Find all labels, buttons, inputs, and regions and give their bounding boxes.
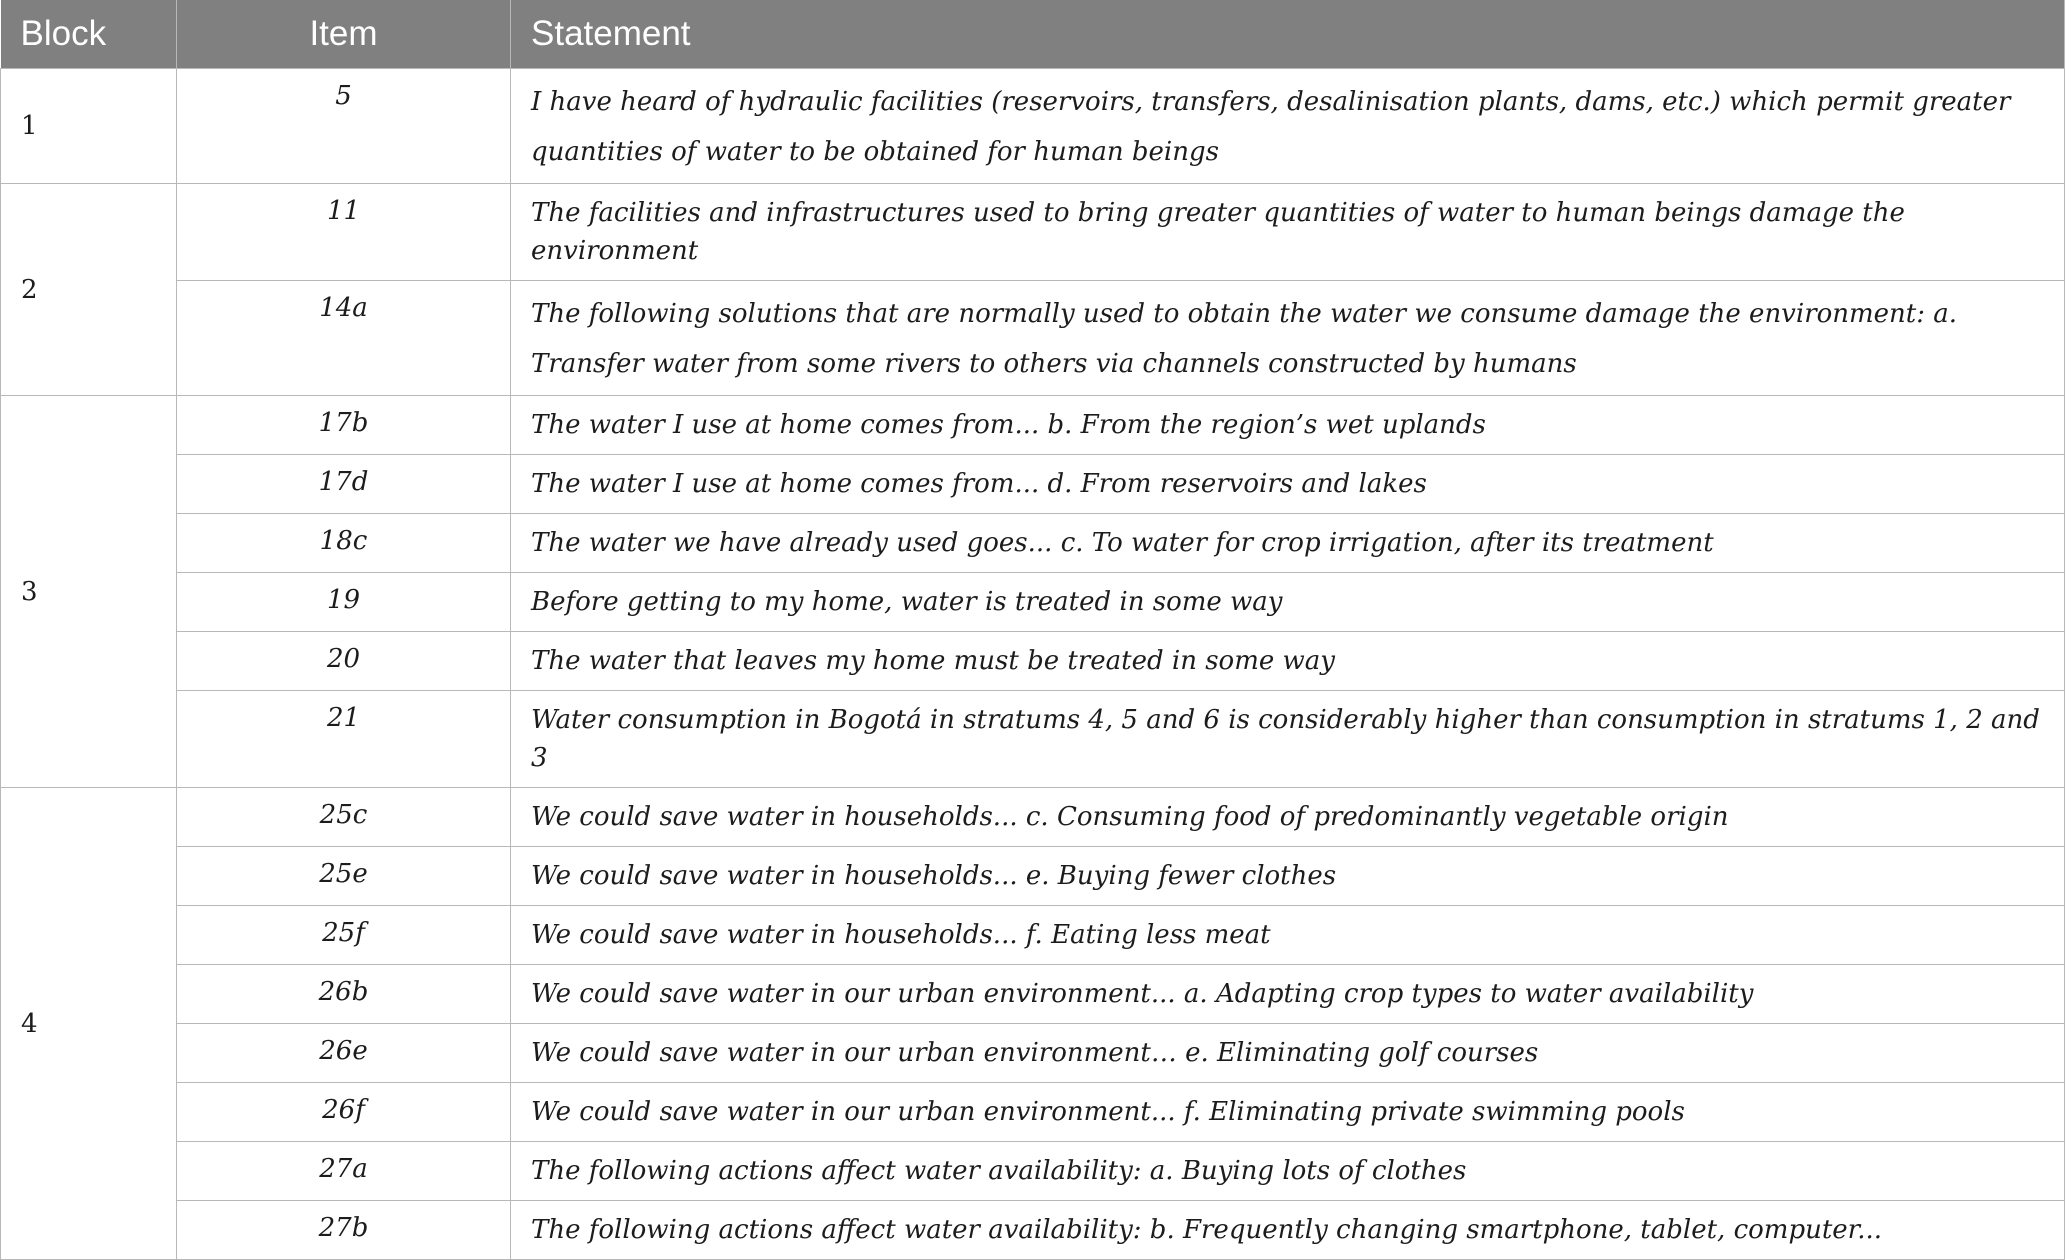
block-cell: 4 [1,788,177,1260]
statement-cell: The water I use at home comes from... d. From reservoirs and lakes [511,455,2065,514]
item-cell: 20 [177,632,511,691]
header-block: Block [1,0,177,69]
table-row [1,788,2065,847]
statement-cell: We could save water in households... c. Consuming food of predominantly vegetable origin [511,788,2065,847]
statement-cell: Water consumption in Bogotá in stratums 4, 5 and 6 is considerably higher than consumption in stratums 1, 2 and 3 [511,691,2065,788]
table-row [1,281,2065,396]
statement-cell: We could save water in households... e. Buying fewer clothes [511,847,2065,906]
table-header [1,0,2065,69]
table-row [1,514,2065,573]
statement-cell: We could save water in our urban environment… e. Eliminating golf courses [511,1024,2065,1083]
item-cell: 27a [177,1142,511,1201]
item-cell: 25e [177,847,511,906]
table-row [1,691,2065,788]
item-cell: 25c [177,788,511,847]
block-cell: 1 [1,69,177,184]
item-cell: 17d [177,455,511,514]
table-row [1,1201,2065,1260]
table-row [1,184,2065,281]
item-cell: 26e [177,1024,511,1083]
statement-cell: We could save water in our urban environment... a. Adapting crop types to water availability [511,965,2065,1024]
item-cell: 5 [177,69,511,184]
statement-cell: Before getting to my home, water is treated in some way [511,573,2065,632]
table-body [1,69,2065,1260]
item-cell: 25f [177,906,511,965]
table-row [1,965,2065,1024]
table-row [1,632,2065,691]
item-cell: 18c [177,514,511,573]
statement-cell: The water we have already used goes... c. To water for crop irrigation, after its treatment [511,514,2065,573]
table-row [1,396,2065,455]
statement-cell: The following actions affect water availability: a. Buying lots of clothes [511,1142,2065,1201]
item-cell: 19 [177,573,511,632]
table-row [1,847,2065,906]
statement-cell: We could save water in our urban environment... f. Eliminating private swimming pools [511,1083,2065,1142]
item-cell: 27b [177,1201,511,1260]
table-row [1,1083,2065,1142]
item-cell: 17b [177,396,511,455]
item-cell: 26f [177,1083,511,1142]
statement-cell: I have heard of hydraulic facilities (reservoirs, transfers, desalinisation plants, dams, etc.) which permit greater quantities of water to be obtained for human beings [511,69,2065,184]
table-row [1,1142,2065,1201]
table-row [1,906,2065,965]
header-statement: Statement [511,0,2065,69]
statement-cell: The facilities and infrastructures used to bring greater quantities of water to human beings damage the environment [511,184,2065,281]
statement-cell: We could save water in households... f. Eating less meat [511,906,2065,965]
table-row [1,1024,2065,1083]
statement-cell: The following actions affect water availability: b. Frequently changing smartphone, tablet, computer... [511,1201,2065,1260]
block-cell: 2 [1,184,177,396]
table-row [1,69,2065,184]
item-cell: 14a [177,281,511,396]
table-row [1,455,2065,514]
item-cell: 11 [177,184,511,281]
item-cell: 26b [177,965,511,1024]
block-cell: 3 [1,396,177,788]
item-cell: 21 [177,691,511,788]
table-row [1,573,2065,632]
header-item: Item [177,0,511,69]
statement-cell: The following solutions that are normally used to obtain the water we consume damage the environment: a. Transfer water from some rivers to others via channels constructed by humans [511,281,2065,396]
statement-cell: The water that leaves my home must be treated in some way [511,632,2065,691]
statement-cell: The water I use at home comes from... b. From the region’s wet uplands [511,396,2065,455]
